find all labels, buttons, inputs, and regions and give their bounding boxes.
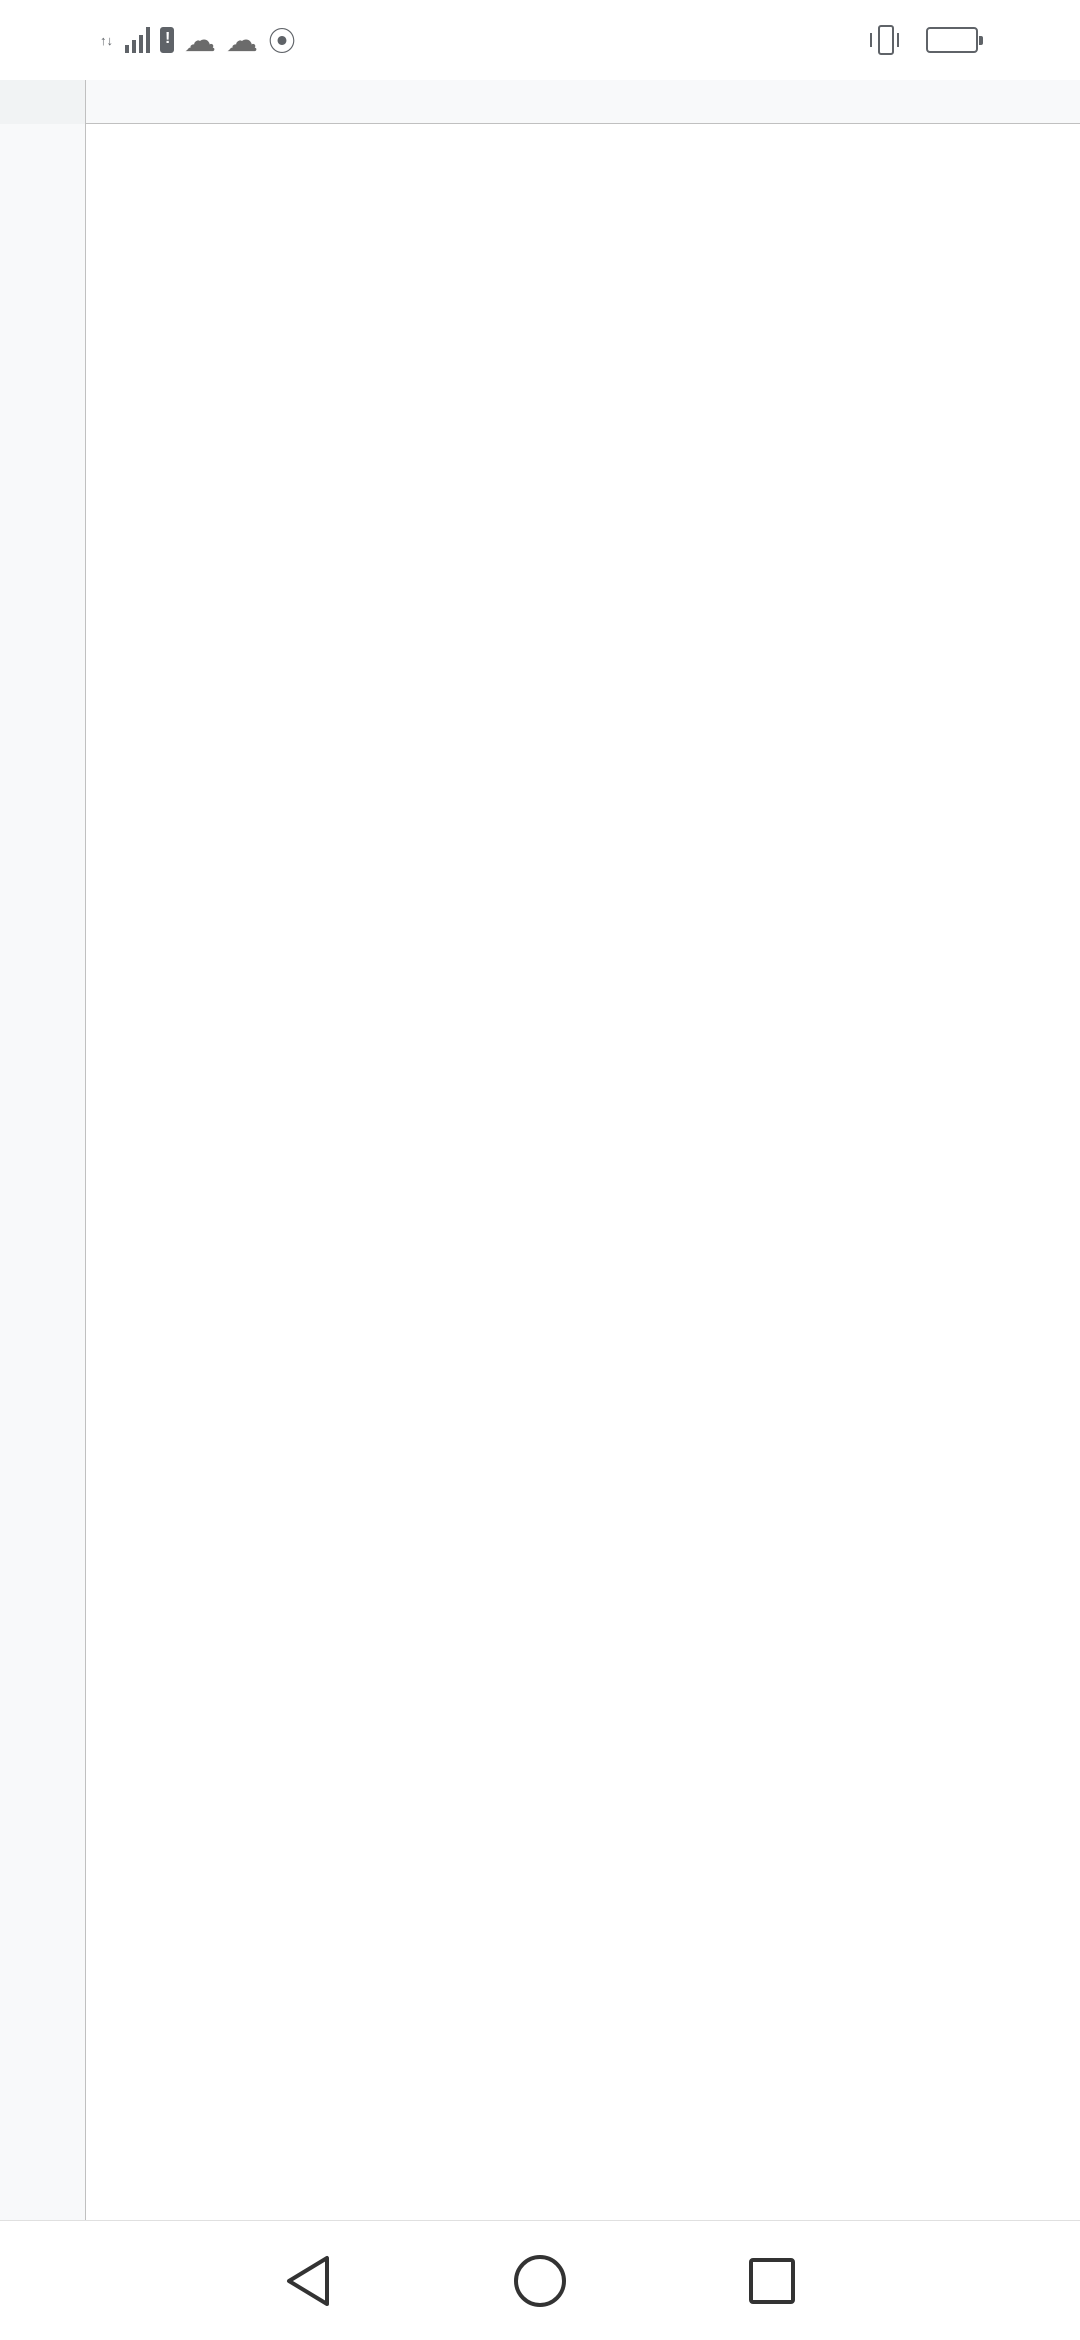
select-all-corner[interactable] [0, 80, 86, 124]
status-right [870, 18, 990, 62]
cloud-icon: ☁ [226, 22, 258, 58]
battery-alert-icon [160, 27, 174, 53]
status-left [90, 18, 296, 62]
hotspot-icon: ⦿ [268, 26, 297, 57]
signal-icon [125, 27, 150, 53]
cloud-icon: ☁ [184, 22, 216, 58]
vibrate-icon [878, 25, 894, 55]
spreadsheet[interactable] [0, 80, 1080, 2220]
recents-icon[interactable] [742, 2251, 802, 2311]
battery-icon [926, 27, 978, 53]
navigation-bar [0, 2220, 1080, 2340]
network-type-icon: ↑↓ [100, 32, 113, 48]
column-headers [0, 80, 1080, 124]
status-bar [0, 0, 1080, 80]
cell-grid[interactable] [0, 80, 1080, 2220]
row-headers [0, 124, 86, 2220]
back-icon[interactable] [278, 2251, 338, 2311]
home-icon[interactable] [510, 2251, 570, 2311]
